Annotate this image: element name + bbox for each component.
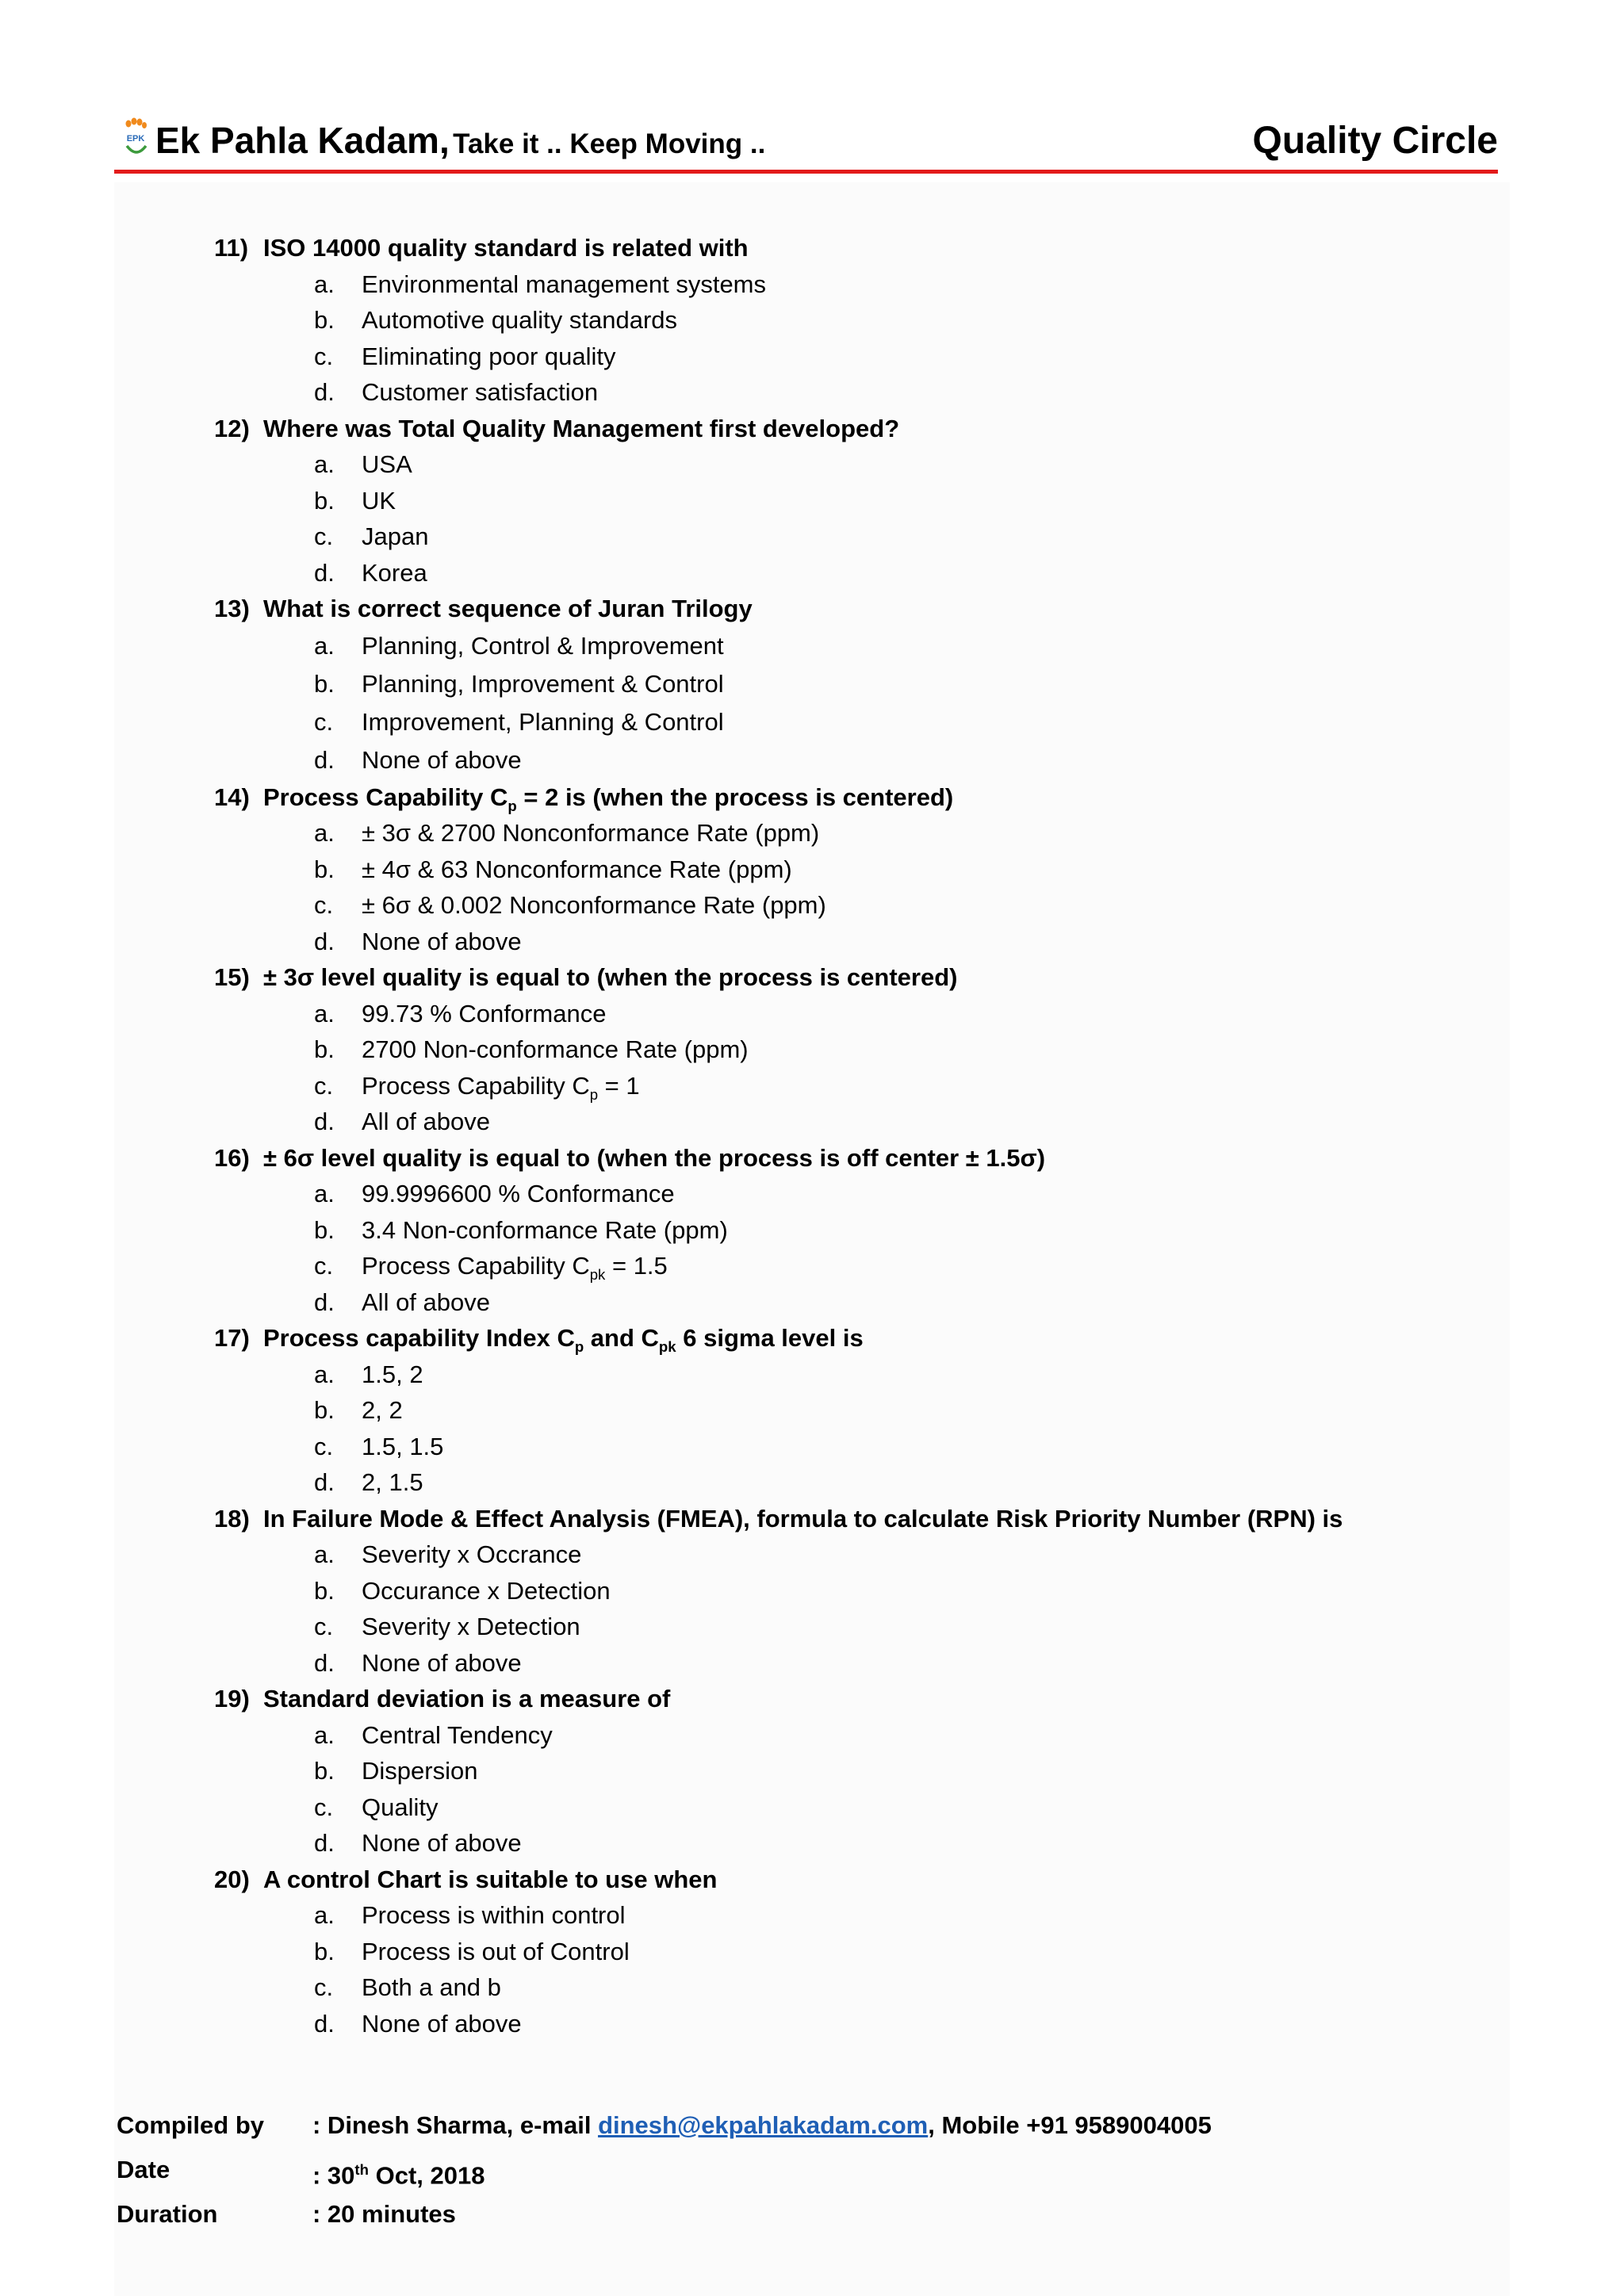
option-letter: a.: [314, 1180, 335, 1207]
text-segment: Process capability Index C: [263, 1324, 575, 1352]
question-14: [214, 779, 1499, 816]
option-text: Korea: [362, 558, 427, 587]
text-segment: = 2 is (when the process is centered): [516, 783, 954, 811]
brand-title: [155, 119, 765, 162]
option-item: [214, 851, 1499, 888]
option-text: Occurance x Detection: [362, 1576, 611, 1605]
option-letter: a.: [314, 631, 335, 660]
option-letter: d.: [314, 1829, 335, 1857]
option-letter: d.: [314, 1108, 335, 1135]
option-text: USA: [362, 450, 412, 478]
subscript: pk: [658, 1338, 676, 1356]
question-18: [214, 1501, 1499, 1537]
option-text: Environmental management systems: [362, 270, 767, 298]
subscript: p: [508, 797, 517, 814]
option-item: [214, 1464, 1499, 1501]
option-item: [214, 1104, 1499, 1140]
option-item: [214, 1789, 1499, 1826]
duration-value: : 20 minutes: [312, 2200, 456, 2228]
question-text: ± 3σ level quality is equal to (when the process is centered): [263, 963, 958, 991]
option-text: ± 3σ & 2700 Nonconformance Rate (ppm): [362, 819, 820, 847]
question-text: Where was Total Quality Management first developed?: [263, 414, 900, 442]
option-item: [214, 1068, 1499, 1104]
question-number: 19): [214, 1685, 250, 1712]
option-letter: a.: [314, 270, 335, 298]
date-day: : 30: [312, 2161, 355, 2190]
option-text: Severity x Occrance: [362, 1540, 582, 1568]
option-text: None of above: [362, 2009, 522, 2038]
option-text: UK: [362, 486, 396, 515]
text-segment: Process Capability C: [263, 783, 508, 811]
option-item: [214, 1031, 1499, 1068]
option-letter: b.: [314, 1035, 335, 1063]
option-text: Improvement, Planning & Control: [362, 707, 724, 736]
question-text: A control Chart is suitable to use when: [263, 1865, 718, 1893]
option-item: [214, 741, 1499, 779]
option-letter: c.: [314, 1613, 334, 1640]
brand-tagline: Take it .. Keep Moving ..: [453, 128, 766, 159]
option-letter: a.: [314, 450, 335, 478]
question-list: [214, 230, 1499, 2042]
compiled-by-row: [117, 2103, 1512, 2148]
option-text: 1.5, 2: [362, 1360, 423, 1388]
option-item: [214, 1645, 1499, 1682]
question-text: Standard deviation is a measure of: [263, 1685, 671, 1712]
option-text: Planning, Control & Improvement: [362, 631, 724, 660]
question-number: 14): [214, 783, 250, 811]
question-16: [214, 1140, 1499, 1177]
option-letter: d.: [314, 1648, 335, 1677]
option-item: [214, 1897, 1499, 1934]
option-letter: d.: [314, 2009, 335, 2038]
option-item: [214, 1934, 1499, 1970]
option-text: Japan: [362, 522, 429, 550]
option-text: ± 4σ & 63 Nonconformance Rate (ppm): [362, 855, 792, 883]
header-rule: [114, 170, 1498, 174]
option-letter: a.: [314, 1901, 335, 1929]
option-letter: d.: [314, 745, 335, 774]
option-item: [214, 302, 1499, 339]
text-segment: = 1: [598, 1071, 640, 1100]
option-text: None of above: [362, 1648, 522, 1677]
question-19: [214, 1681, 1499, 1717]
option-item: [214, 339, 1499, 375]
question-number: 20): [214, 1865, 250, 1893]
question-text: [263, 1324, 864, 1356]
option-text: Quality: [362, 1793, 439, 1821]
option-text: Automotive quality standards: [362, 306, 678, 334]
option-item: [214, 1573, 1499, 1609]
option-text: Both a and b: [362, 1973, 501, 2001]
question-number: 18): [214, 1504, 250, 1533]
option-text: Central Tendency: [362, 1720, 553, 1749]
option-item: [214, 1717, 1499, 1754]
question-text: [263, 783, 954, 814]
question-text: ± 6σ level quality is equal to (when the process is off center ± 1.5σ): [263, 1143, 1046, 1172]
option-text: Process is out of Control: [362, 1937, 630, 1965]
subscript: pk: [589, 1266, 606, 1284]
question-number: 13): [214, 595, 250, 622]
compiled-by-value: [312, 2103, 1212, 2148]
question-text: In Failure Mode & Effect Analysis (FMEA), formula to calculate Risk Priority Number (RPN) is: [263, 1504, 1343, 1533]
option-text: Eliminating poor quality: [362, 342, 616, 370]
option-text: Process is within control: [362, 1901, 626, 1929]
email-link[interactable]: dinesh@ekpahlakadam.com: [598, 2111, 929, 2139]
footer-info: [117, 2103, 1512, 2237]
option-letter: b.: [314, 1576, 335, 1605]
option-text: 1.5, 1.5: [362, 1432, 444, 1460]
option-item: [214, 266, 1499, 303]
option-item: [214, 1969, 1499, 2006]
option-item: [214, 1609, 1499, 1645]
question-13: [214, 591, 1499, 627]
option-letter: d.: [314, 1288, 335, 1316]
option-item: [214, 1392, 1499, 1429]
option-letter: c.: [314, 1252, 334, 1280]
question-number: 11): [214, 234, 249, 262]
brand-name: Ek Pahla Kadam,: [155, 120, 450, 161]
option-letter: b.: [314, 1937, 335, 1965]
text-segment: Process Capability C: [362, 1252, 590, 1280]
option-letter: d.: [314, 378, 335, 406]
text-segment: and C: [584, 1324, 659, 1352]
option-letter: b.: [314, 669, 335, 698]
option-item: [214, 1176, 1499, 1212]
option-letter: d.: [314, 927, 335, 955]
text-segment: Process Capability C: [362, 1071, 590, 1100]
subscript: p: [589, 1085, 599, 1103]
option-item: [214, 1212, 1499, 1249]
option-text: 3.4 Non-conformance Rate (ppm): [362, 1215, 728, 1244]
date-row: [117, 2148, 1512, 2192]
option-letter: a.: [314, 1720, 335, 1749]
option-letter: c.: [314, 891, 334, 919]
question-20: [214, 1862, 1499, 1898]
duration-row: [117, 2192, 1512, 2237]
option-letter: b.: [314, 486, 335, 515]
option-item: [214, 1536, 1499, 1573]
option-text: ± 6σ & 0.002 Nonconformance Rate (ppm): [362, 891, 826, 919]
question-text: ISO 14000 quality standard is related with: [263, 234, 749, 262]
option-item: [214, 1284, 1499, 1321]
duration-label: Duration: [117, 2200, 218, 2228]
question-number: 12): [214, 414, 250, 442]
option-text: None of above: [362, 745, 522, 774]
footprint-logo-icon: [122, 117, 151, 159]
option-text: 99.73 % Conformance: [362, 999, 607, 1027]
question-number: 17): [214, 1324, 250, 1352]
compiled-by-name: : Dinesh Sharma, e-mail: [312, 2111, 599, 2139]
option-text: Planning, Improvement & Control: [362, 669, 724, 698]
option-item: [214, 1357, 1499, 1393]
option-letter: b.: [314, 1757, 335, 1785]
question-12: [214, 411, 1499, 447]
option-item: [214, 703, 1499, 741]
subscript: p: [574, 1338, 584, 1356]
option-text: Severity x Detection: [362, 1613, 580, 1640]
option-letter: d.: [314, 558, 335, 587]
option-letter: b.: [314, 855, 335, 883]
option-text: None of above: [362, 1829, 522, 1857]
question-11: [214, 230, 1499, 266]
option-item: [214, 996, 1499, 1032]
date-value: [312, 2148, 485, 2198]
option-letter: a.: [314, 1540, 335, 1568]
option-text: Customer satisfaction: [362, 378, 599, 406]
option-letter: c.: [314, 1793, 334, 1821]
question-number: 15): [214, 963, 250, 991]
option-text: Dispersion: [362, 1757, 478, 1785]
option-item: [214, 924, 1499, 960]
option-text: 2, 1.5: [362, 1468, 423, 1496]
option-item: [214, 887, 1499, 924]
option-item: [214, 374, 1499, 411]
mobile-number: , Mobile +91 9589004005: [928, 2111, 1212, 2139]
option-letter: c.: [314, 707, 334, 736]
option-letter: a.: [314, 1360, 335, 1388]
option-item: [214, 1753, 1499, 1789]
option-item: [214, 665, 1499, 703]
text-segment: 6 sigma level is: [676, 1324, 864, 1352]
option-letter: c.: [314, 1071, 334, 1100]
option-item: [214, 815, 1499, 851]
option-letter: c.: [314, 522, 334, 550]
option-text: 2, 2: [362, 1396, 403, 1424]
option-item: [214, 519, 1499, 555]
option-item: [214, 1248, 1499, 1284]
option-text: All of above: [362, 1288, 490, 1316]
option-letter: b.: [314, 1396, 335, 1424]
date-label: Date: [117, 2156, 170, 2183]
option-letter: a.: [314, 999, 335, 1027]
option-item: [214, 446, 1499, 483]
option-item: [214, 555, 1499, 591]
question-17: [214, 1320, 1499, 1357]
text-segment: = 1.5: [605, 1252, 668, 1280]
option-letter: b.: [314, 306, 335, 334]
option-text: All of above: [362, 1108, 490, 1135]
option-letter: a.: [314, 819, 335, 847]
option-letter: d.: [314, 1468, 335, 1496]
option-item: [214, 627, 1499, 665]
option-item: [214, 483, 1499, 519]
option-letter: c.: [314, 342, 334, 370]
date-suffix-sup: th: [354, 2161, 369, 2178]
question-number: 16): [214, 1143, 250, 1172]
option-item: [214, 2006, 1499, 2042]
section-title: Quality Circle: [1252, 120, 1498, 162]
question-15: [214, 959, 1499, 996]
page-header: [114, 111, 1498, 170]
date-month-year: Oct, 2018: [368, 2161, 485, 2190]
option-letter: b.: [314, 1215, 335, 1244]
option-text: None of above: [362, 927, 522, 955]
option-item: [214, 1429, 1499, 1465]
question-text: What is correct sequence of Juran Trilogy: [263, 595, 753, 622]
svg-text:EPK: EPK: [126, 134, 145, 144]
option-letter: c.: [314, 1973, 334, 2001]
option-text: 2700 Non-conformance Rate (ppm): [362, 1035, 749, 1063]
option-letter: c.: [314, 1432, 334, 1460]
compiled-by-label: Compiled by: [117, 2111, 265, 2139]
option-item: [214, 1825, 1499, 1862]
option-text: 99.9996600 % Conformance: [362, 1180, 675, 1207]
